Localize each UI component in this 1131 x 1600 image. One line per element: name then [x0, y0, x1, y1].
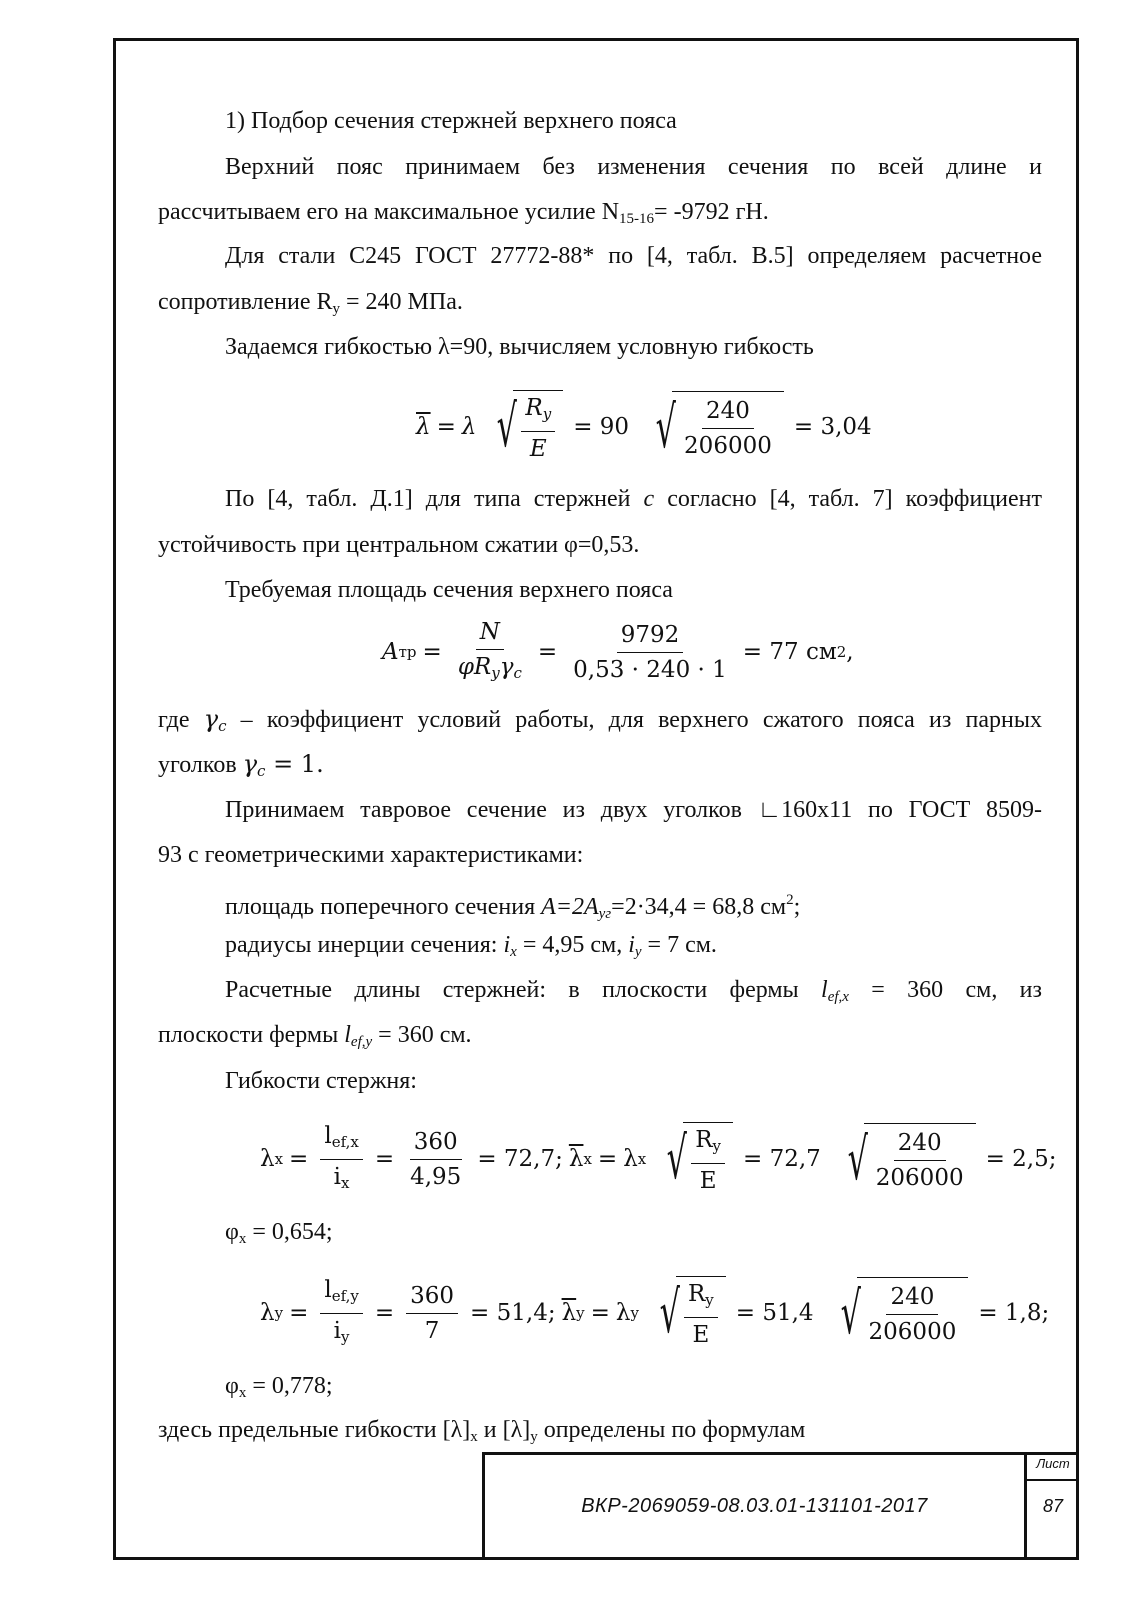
para7-line2: 93 с геометрическими характеристиками:	[158, 842, 584, 868]
para2-line2: сопротивление $R_y = 240$ МПа.	[158, 289, 463, 317]
equation-slenderness-y: λ y = $\frac{l_{ef,y}}{i_y}$ = $\frac{360}{7}$ = 51,4; $\overline{\lambda}$ y = λ y √ $\frac{R_y}{E}$ = 51,4 √ $\frac{240}{206000}$ = 1,8;	[260, 1276, 1050, 1348]
para10-line1: Расчетные длины стержней: в плоскости фермы $l_{ef,x} = 360$ см, из	[225, 977, 1043, 1005]
para5: Требуемая площадь сечения верхнего пояса	[225, 577, 673, 603]
para3: Задаемся гибкостью λ=90, вычисляем условную гибкость	[225, 334, 814, 360]
para7-line1: Принимаем тавровое сечение из двух уголков ∟160х11 по ГОСТ 8509-	[225, 797, 1042, 823]
para4-line1: По [4, табл. Д.1] для типа стержней с согласно [4, табл. 7] коэффициент	[225, 486, 1043, 512]
last-line: здесь предельные гибкости $[\lambda]_x$ и $[\lambda]_y$ определены по формулам	[158, 1417, 806, 1445]
equation-required-area: A тр = $\frac{N}{\varphi R_y\gamma_c}$ = $\frac{9792}{0,53 \cdot 240 \cdot 1}$ = 77 см 2 ,	[382, 618, 854, 683]
para1-line1: Верхний пояс принимаем без изменения сечения по всей длине и	[225, 154, 1042, 180]
para10-line2: плоскости фермы $l_{ef,y} = 360$ см.	[158, 1022, 472, 1050]
sheet-number: 87	[1042, 1496, 1064, 1516]
sheet-label: Лист	[1036, 1456, 1070, 1471]
document-code: ВКР-2069059-08.03.01-131101-2017	[581, 1494, 928, 1517]
section-heading: 1) Подбор сечения стержней верхнего пояса	[225, 108, 677, 134]
para1-line2: рассчитываем его на максимальное усилие $N_{15-16}= -9792$ гН.	[158, 199, 769, 227]
equation-conditional-slenderness: $\overline{\lambda}$ = λ √ $\frac{R_y}{E}$ = 90 √ $\frac{240}{206000}$ = 3,04	[416, 392, 872, 462]
para11: Гибкости стержня:	[225, 1068, 417, 1094]
phi-x-1: $\varphi_x = 0,654$;	[225, 1219, 333, 1247]
para4-line2: устойчивость при центральном сжатии φ=0,53.	[158, 532, 640, 558]
para8-area: площадь поперечного сечения $A=2A_{уг}=2\cdot 34,4 = 68,8$ $см^2$;	[225, 892, 801, 922]
para6-line2: уголков $\gamma_c = 1$.	[158, 750, 324, 780]
para6-line1: где $\gamma_c$ – коэффициент условий работы, для верхнего сжатого пояса из парных	[158, 705, 1042, 735]
phi-x-2: $\varphi_x = 0,778$;	[225, 1373, 333, 1401]
para9-radii: радиусы инерции сечения: $i_x = 4,95$ см, $i_y = 7$ см.	[225, 932, 717, 960]
para2-line1: Для стали С245 ГОСТ 27772-88* по [4, табл. В.5] определяем расчетное	[225, 243, 1042, 269]
title-block-hline	[1027, 1479, 1079, 1481]
equation-slenderness-x: λ x = $\frac{l_{ef,x}}{i_x}$ = $\frac{360}{4,95}$ = 72,7; $\overline{\lambda}$ x = λ x √ $\frac{R_y}{E}$ = 72,7 √ $\frac{240}{206000}$ = 2,5;	[260, 1122, 1057, 1194]
